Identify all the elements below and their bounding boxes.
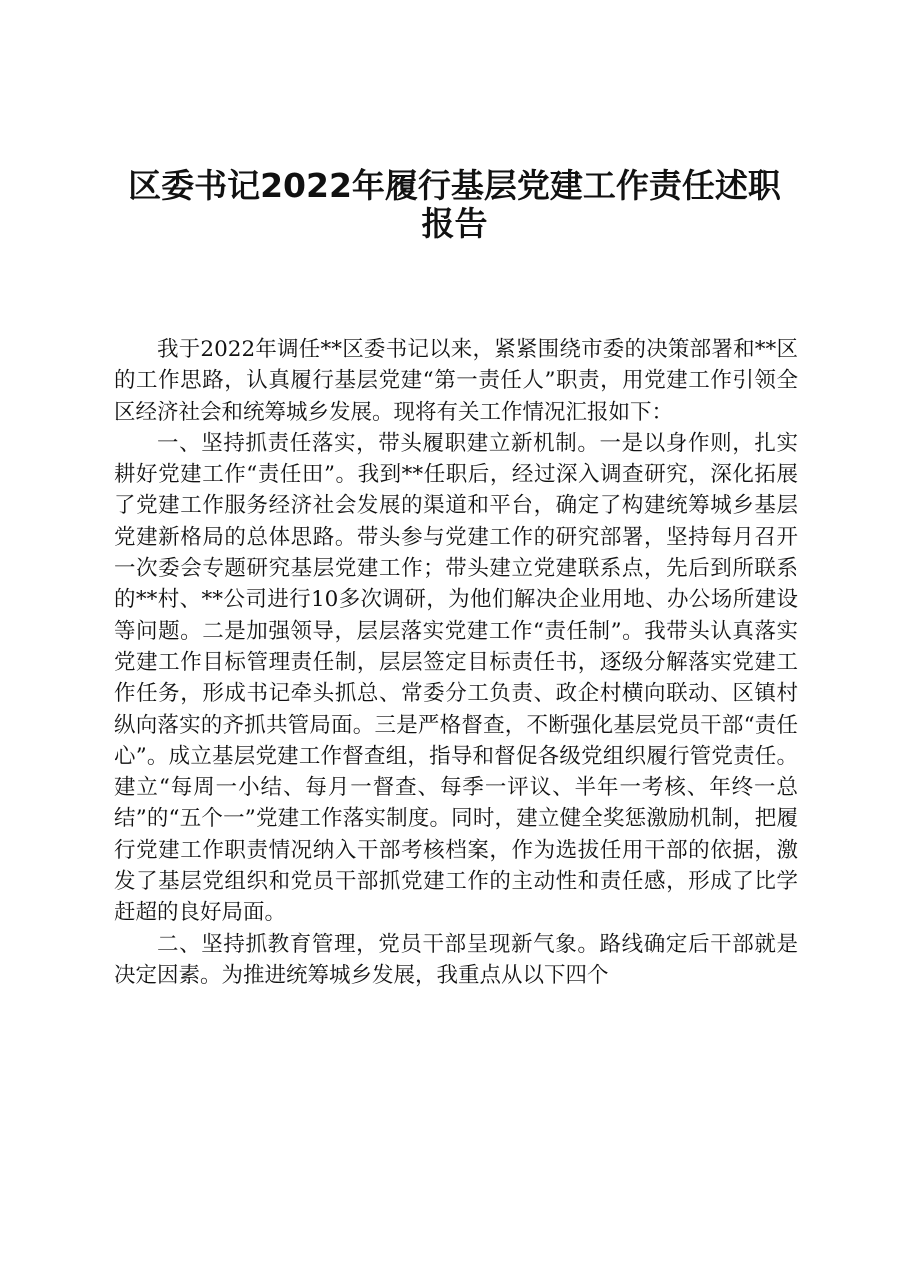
document-body	[114, 334, 798, 991]
paragraph-section-1: 一、坚持抓责任落实，带头履职建立新机制。一是以身作则，扎实耕好党建工作“责任田”。我到**任职后，经过深入调查研究，深化拓展了党建工作服务经济社会发展的渠道和平台，确定了构建统筹城乡基层党建新格局的总体思路。带头参与党建工作的研究部署，坚持每月召开一次委会专题研究基层党建工作；带头建立党建联系点，先后到所联系的**村、**公司进行10多次调研，为他们解决企业用地、办公场所建设等问题。二是加强领导，层层落实党建工作“责任制”。我带头认真落实党建工作目标管理责任制，层层签定目标责任书，逐级分解落实党建工作任务，形成书记牵头抓总、常委分工负责、政企村横向联动、区镇村纵向落实的齐抓共管局面。三是严格督查，不断强化基层党员干部“责任心”。成立基层党建工作督查组，指导和督促各级党组织履行管党责任。建立“每周一小结、每月一督查、每季一评议、半年一考核、年终一总结”的“五个一”党建工作落实制度。同时，建立健全奖惩激励机制，把履行党建工作职责情况纳入干部考核档案，作为选拔任用干部的依据，激发了基层党组织和党员干部抓党建工作的主动性和责任感，形成了比学赶超的良好局面。	[114, 430, 798, 926]
document-title-line-2: 报告	[421, 204, 488, 243]
paragraph-section-2: 二、坚持抓教育管理，党员干部呈现新气象。路线确定后干部就是决定因素。为推进统筹城乡发展，我重点从以下四个	[114, 931, 798, 988]
paragraph-intro: 我于2022年调任**区委书记以来，紧紧围绕市委的决策部署和**区的工作思路，认真履行基层党建“第一责任人”职责，用党建工作引领全区经济社会和统筹城乡发展。现将有关工作情况汇报如下：	[114, 337, 798, 425]
document-title-line-1: 区委书记2022年履行基层党建工作责任述职	[128, 166, 781, 205]
